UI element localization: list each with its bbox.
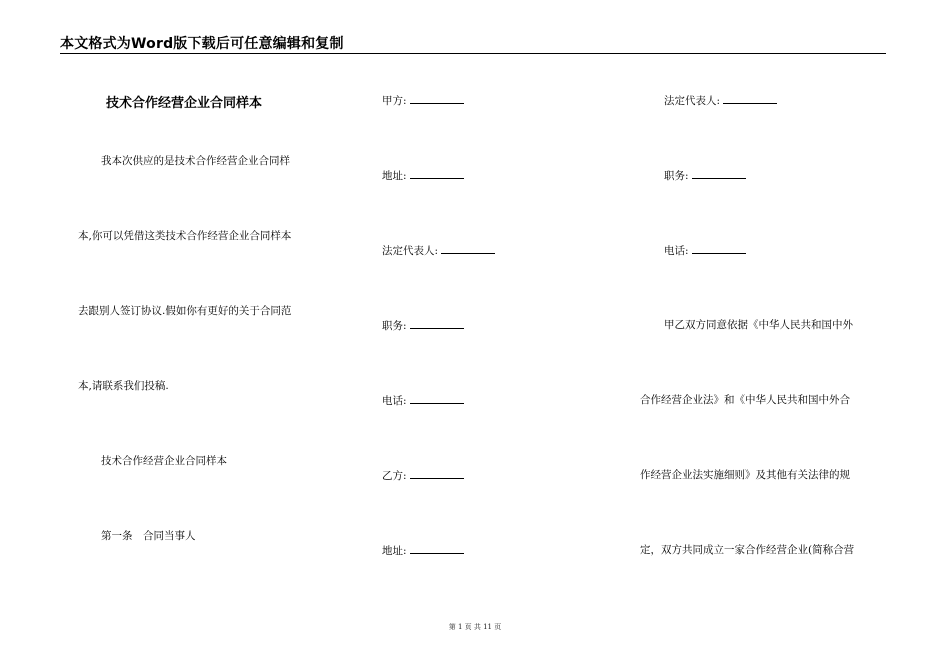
fill-blank	[692, 168, 746, 179]
field-label: 电话:	[382, 395, 407, 407]
document-title: 技术合作经营企业合同样本	[106, 96, 263, 111]
field-label: 甲方:	[382, 95, 407, 107]
header-title: 本文格式为Word版下载后可任意编辑和复制	[60, 36, 344, 52]
form-field	[382, 318, 464, 333]
form-field	[382, 543, 464, 558]
form-field	[664, 243, 746, 258]
fill-blank	[410, 543, 464, 554]
body-line: 我本次供应的是技术合作经营企业合同样	[101, 155, 290, 167]
form-field	[382, 93, 464, 108]
form-field	[382, 243, 495, 258]
body-line: 技术合作经营企业合同样本	[101, 455, 227, 467]
body-line: 甲乙双方同意依据《中华人民共和国中外	[664, 319, 853, 331]
field-label: 电话:	[664, 245, 689, 257]
field-label: 法定代表人:	[382, 245, 439, 257]
fill-blank	[410, 318, 464, 329]
field-label: 法定代表人:	[664, 95, 721, 107]
fill-blank	[441, 243, 495, 254]
body-line: 合作经营企业法》和《中华人民共和国中外合	[640, 394, 850, 406]
body-line: 本,你可以凭借这类技术合作经营企业合同样本	[78, 230, 292, 242]
form-field	[664, 93, 777, 108]
field-label: 职务:	[382, 320, 407, 332]
field-label: 乙方:	[382, 470, 407, 482]
body-line: 去跟别人签订协议.假如你有更好的关于合同范	[78, 305, 292, 317]
form-field	[382, 168, 464, 183]
form-field	[382, 468, 464, 483]
fill-blank	[692, 243, 746, 254]
field-label: 职务:	[664, 170, 689, 182]
form-field	[382, 393, 464, 408]
header-divider	[60, 53, 886, 54]
form-field	[664, 168, 746, 183]
section-heading: 第一条 合同当事人	[101, 530, 196, 542]
fill-blank	[410, 93, 464, 104]
fill-blank	[723, 93, 777, 104]
fill-blank	[410, 393, 464, 404]
field-label: 地址:	[382, 170, 407, 182]
body-line: 作经营企业法实施细则》及其他有关法律的规	[640, 469, 850, 481]
fill-blank	[410, 468, 464, 479]
field-label: 地址:	[382, 545, 407, 557]
body-line: 定，双方共同成立一家合作经营企业(简称合营	[640, 544, 855, 556]
body-line: 本,请联系我们投稿.	[78, 380, 169, 392]
page-footer: 第 1 页 共 11 页	[448, 623, 502, 631]
fill-blank	[410, 168, 464, 179]
